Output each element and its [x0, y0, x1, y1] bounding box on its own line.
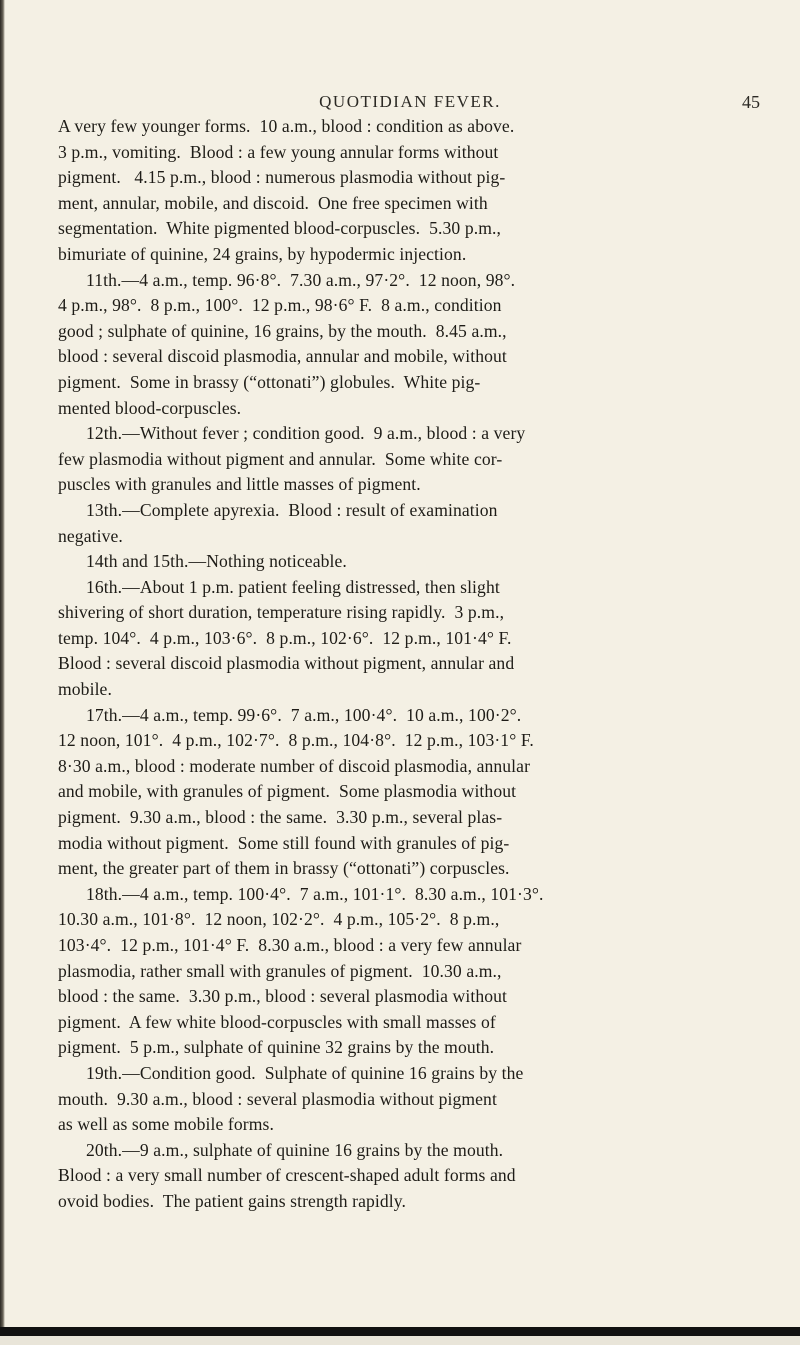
text-line: bimuriate of quinine, 24 grains, by hypodermic injection.	[58, 243, 467, 264]
text-line: mouth. 9.30 a.m., blood : several plasmodia without pigment	[58, 1088, 497, 1109]
text-line: 3 p.m., vomiting. Blood : a few young annular forms without	[58, 141, 499, 162]
entry-14th-15th: 14th and 15th.—Nothing noticeable.	[86, 551, 347, 572]
text-line: and mobile, with granules of pigment. Some plasmodia without	[58, 781, 517, 802]
text-line: pigment. Some in brassy (“ottonati”) globules. White pig-	[58, 371, 481, 392]
page-binding-edge	[0, 0, 5, 1345]
text-line: ovoid bodies. The patient gains strength rapidly.	[58, 1190, 407, 1211]
text-line: temp. 104°. 4 p.m., 103·6°. 8 p.m., 102·6°. 12 p.m., 101·4° F.	[58, 627, 512, 648]
text-line: A very few younger forms. 10 a.m., blood : condition as above.	[58, 116, 515, 136]
text-line: ment, annular, mobile, and discoid. One free specimen with	[58, 192, 488, 213]
text-line: pigment. 5 p.m., sulphate of quinine 32 grains by the mouth.	[58, 1037, 495, 1058]
text-line: blood : several discoid plasmodia, annular and mobile, without	[58, 346, 507, 367]
text-line: Blood : several discoid plasmodia without pigment, annular and	[58, 653, 515, 674]
text-line: shivering of short duration, temperature rising rapidly. 3 p.m.,	[58, 602, 505, 623]
page-bottom-edge	[0, 1327, 800, 1336]
entry-16th: 16th.—About 1 p.m. patient feeling distressed, then slight	[86, 576, 500, 597]
entry-19th: 19th.—Condition good. Sulphate of quinine 16 grains by the	[86, 1062, 524, 1083]
entry-17th: 17th.—4 a.m., temp. 99·6°. 7 a.m., 100·4°. 10 a.m., 100·2°.	[86, 704, 522, 725]
text-line: mented blood-corpuscles.	[58, 397, 242, 418]
text-line: pigment. 4.15 p.m., blood : numerous plasmodia without pig-	[58, 167, 506, 188]
text-line: negative.	[58, 525, 123, 546]
text-line: plasmodia, rather small with granules of pigment. 10.30 a.m.,	[58, 960, 502, 981]
text-line: 103·4°. 12 p.m., 101·4° F. 8.30 a.m., blood : a very few annular	[58, 935, 522, 955]
text-line: modia without pigment. Some still found with granules of pig-	[58, 832, 510, 853]
text-line: mobile.	[58, 679, 112, 700]
text-line: Blood : a very small number of crescent-shaped adult forms and	[58, 1165, 516, 1186]
text-line: 12 noon, 101°. 4 p.m., 102·7°. 8 p.m., 104·8°. 12 p.m., 103·1° F.	[58, 730, 534, 751]
entry-12th: 12th.—Without fever ; condition good. 9 a.m., blood : a very	[86, 423, 526, 444]
text-line: 8·30 a.m., blood : moderate number of discoid plasmodia, annular	[58, 755, 531, 776]
text-line: puscles with granules and little masses of pigment.	[58, 474, 421, 495]
entry-18th: 18th.—4 a.m., temp. 100·4°. 7 a.m., 101·1°. 8.30 a.m., 101·3°.	[86, 883, 544, 904]
text-line: good ; sulphate of quinine, 16 grains, by the mouth. 8.45 a.m.,	[58, 320, 507, 341]
page-number: 45	[742, 92, 760, 112]
text-line: as well as some mobile forms.	[58, 1114, 274, 1135]
text-line: segmentation. White pigmented blood-corpuscles. 5.30 p.m.,	[58, 218, 501, 239]
text-line: pigment. A few white blood-corpuscles with small masses of	[58, 1011, 496, 1032]
text-line: pigment. 9.30 a.m., blood : the same. 3.30 p.m., several plas-	[58, 807, 503, 828]
text-line: few plasmodia without pigment and annular. Some white cor-	[58, 448, 503, 469]
text-line: ment, the greater part of them in brassy (“ottonati”) corpuscles.	[58, 858, 510, 879]
entry-13th: 13th.—Complete apyrexia. Blood : result of examination	[86, 499, 498, 520]
entry-20th: 20th.—9 a.m., sulphate of quinine 16 grains by the mouth.	[86, 1139, 504, 1160]
text-line: 4 p.m., 98°. 8 p.m., 100°. 12 p.m., 98·6° F. 8 a.m., condition	[58, 295, 502, 316]
entry-11th: 11th.—4 a.m., temp. 96·8°. 7.30 a.m., 97·2°. 12 noon, 98°.	[86, 269, 516, 290]
running-head: QUOTIDIAN FEVER.	[319, 92, 501, 111]
text-line: blood : the same. 3.30 p.m., blood : several plasmodia without	[58, 986, 508, 1007]
case-notes-text	[58, 114, 764, 1215]
text-line: 10.30 a.m., 101·8°. 12 noon, 102·2°. 4 p.m., 105·2°. 8 p.m.,	[58, 909, 500, 930]
page-bottom-margin	[0, 1336, 800, 1345]
